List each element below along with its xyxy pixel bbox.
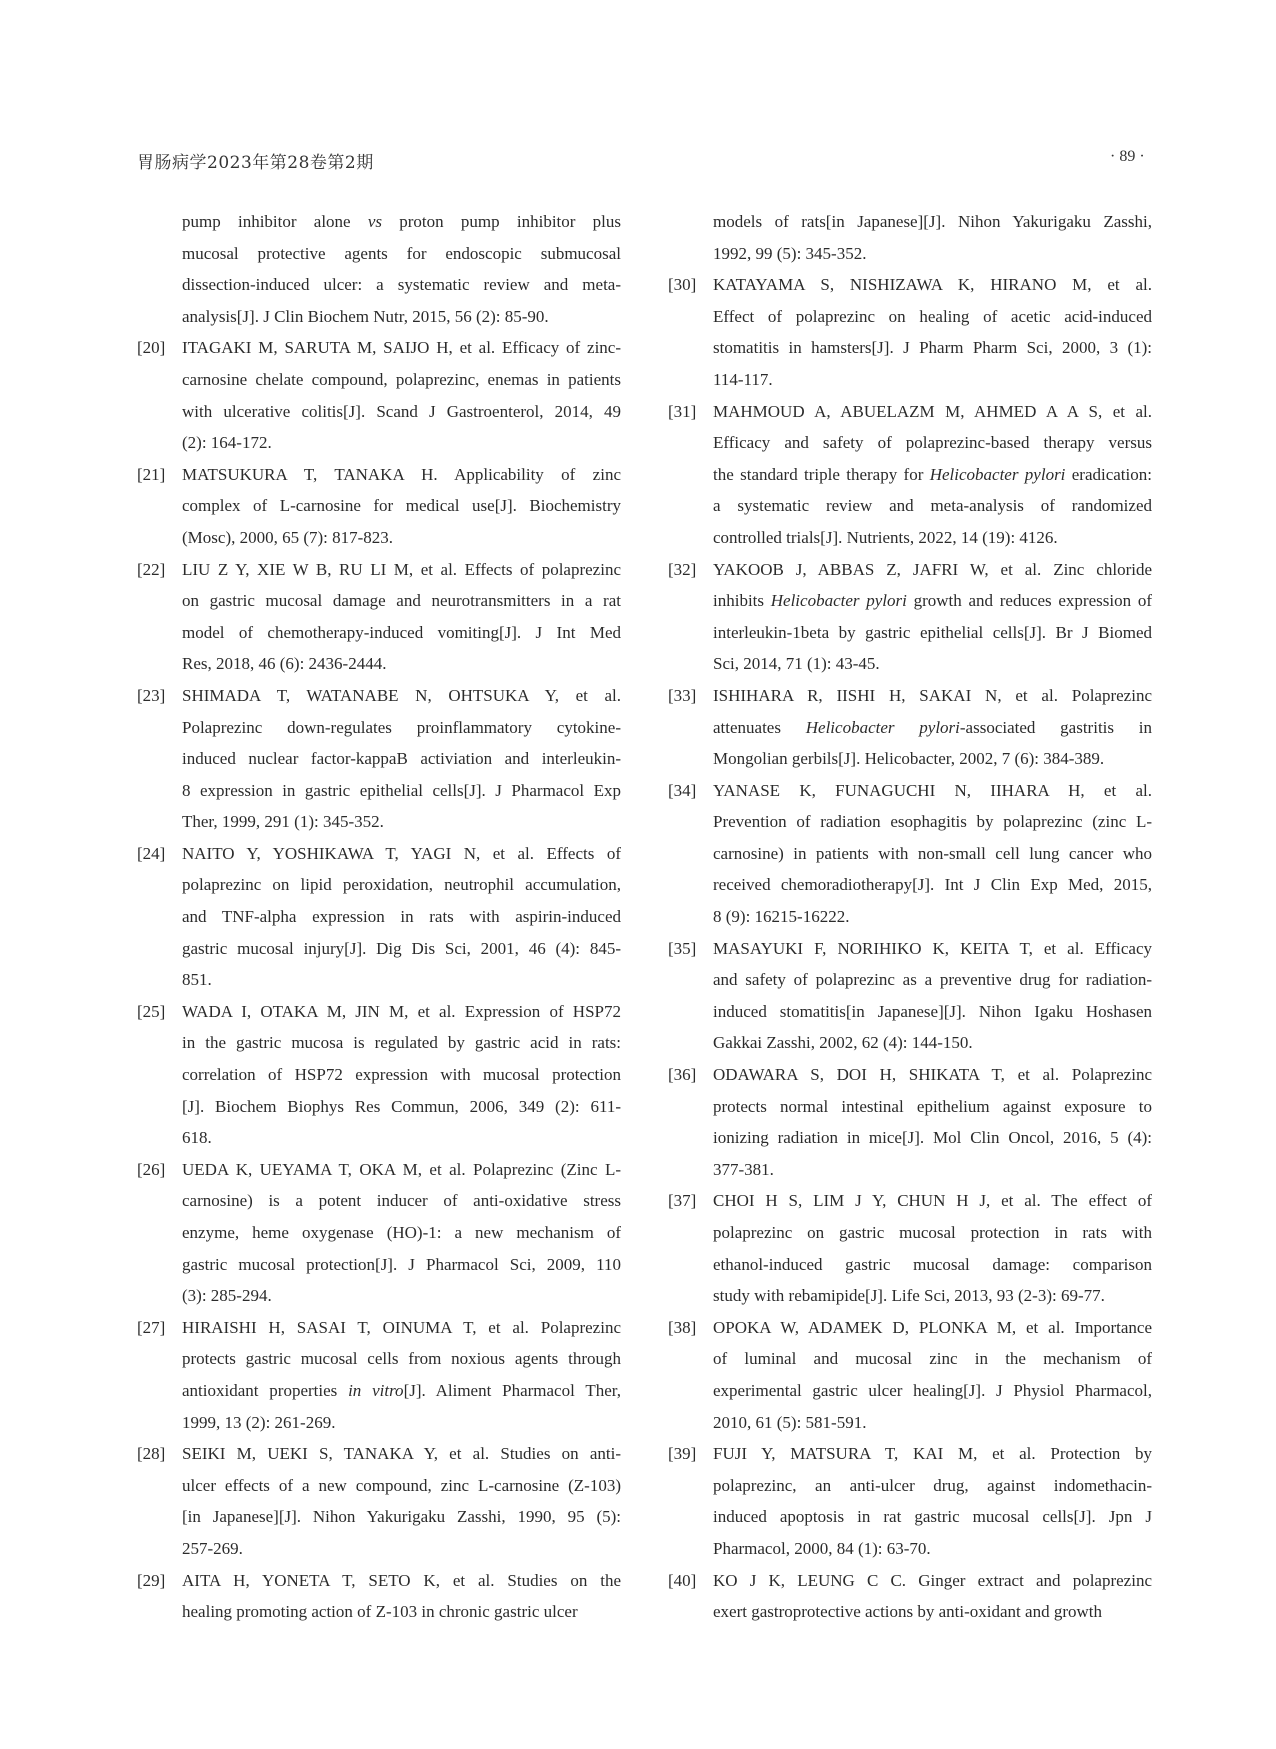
reference-line: UEDA K, UEYAMA T, OKA M, et al. Polaprezinc (Zinc L- xyxy=(182,1159,621,1179)
reference-entry xyxy=(668,1438,1152,1564)
reference-line: complex of L-carnosine for medical use[J]. Biochemistry xyxy=(182,496,621,516)
reference-line: protects gastric mucosal cells from noxious agents through xyxy=(182,1349,621,1369)
reference-line: controlled trials[J]. Nutrients, 2022, 14 (19): 4126. xyxy=(713,527,1058,547)
reference-line: received chemoradiotherapy[J]. Int J Clin Exp Med, 2015, xyxy=(713,875,1152,895)
reference-line: protects normal intestinal epithelium against exposure to xyxy=(713,1096,1152,1116)
reference-text xyxy=(182,459,621,554)
reference-line: and TNF-alpha expression in rats with aspirin-induced xyxy=(182,907,621,927)
reference-entry xyxy=(668,1312,1152,1438)
reference-line: YAKOOB J, ABBAS Z, JAFRI W, et al. Zinc chloride xyxy=(713,559,1152,579)
reference-number: [36] xyxy=(668,1065,697,1085)
reference-number: [34] xyxy=(668,780,697,800)
reference-line: (Mosc), 2000, 65 (7): 817-823. xyxy=(182,527,394,547)
reference-entry xyxy=(137,838,621,996)
reference-line: correlation of HSP72 expression with mucosal protection xyxy=(182,1065,621,1085)
reference-entry xyxy=(668,206,1152,269)
reference-line: [J]. Biochem Biophys Res Commun, 2006, 349 (2): 611- xyxy=(182,1096,621,1116)
reference-entry xyxy=(137,996,621,1154)
reference-line: attenuates Helicobacter pylori-associated gastritis in xyxy=(713,717,1152,737)
reference-line: inhibits Helicobacter pylori growth and reduces expression of xyxy=(713,591,1152,611)
reference-line: KO J K, LEUNG C C. Ginger extract and polaprezinc xyxy=(713,1570,1152,1590)
reference-line: AITA H, YONETA T, SETO K, et al. Studies on the xyxy=(182,1570,621,1590)
reference-text xyxy=(713,1565,1152,1628)
reference-line: 257-269. xyxy=(182,1538,243,1558)
reference-number: [25] xyxy=(137,1001,166,1021)
reference-number: [24] xyxy=(137,843,166,863)
reference-number: [20] xyxy=(137,338,166,358)
reference-line: 618. xyxy=(182,1128,212,1148)
reference-line: polaprezinc on lipid peroxidation, neutrophil accumulation, xyxy=(182,875,621,895)
reference-text xyxy=(182,332,621,458)
reference-line: 1999, 13 (2): 261-269. xyxy=(182,1412,336,1432)
reference-line: on gastric mucosal damage and neurotransmitters in a rat xyxy=(182,591,621,611)
reference-line: ITAGAKI M, SARUTA M, SAIJO H, et al. Efficacy of zinc- xyxy=(182,338,621,358)
reference-line: [in Japanese][J]. Nihon Yakurigaku Zasshi, 1990, 95 (5): xyxy=(182,1507,621,1527)
reference-entry xyxy=(137,206,621,332)
reference-line: induced stomatitis[in Japanese][J]. Nihon Igaku Hoshasen xyxy=(713,1001,1152,1021)
reference-line: 1992, 99 (5): 345-352. xyxy=(713,243,867,263)
reference-number: [31] xyxy=(668,401,697,421)
reference-line: 851. xyxy=(182,970,212,990)
reference-line: ISHIHARA R, IISHI H, SAKAI N, et al. Polaprezinc xyxy=(713,685,1152,705)
reference-entry xyxy=(137,1154,621,1312)
reference-entry xyxy=(137,554,621,680)
reference-line: (2): 164-172. xyxy=(182,433,272,453)
reference-line: Sci, 2014, 71 (1): 43-45. xyxy=(713,654,880,674)
reference-entry xyxy=(668,1565,1152,1628)
reference-line: carnosine) is a potent inducer of anti-oxidative stress xyxy=(182,1191,621,1211)
reference-line: dissection-induced ulcer: a systematic review and meta- xyxy=(182,275,621,295)
reference-entry xyxy=(137,332,621,458)
reference-entry xyxy=(137,1312,621,1438)
reference-line: a systematic review and meta-analysis of randomized xyxy=(713,496,1152,516)
reference-text xyxy=(182,838,621,996)
reference-line: 2010, 61 (5): 581-591. xyxy=(713,1412,867,1432)
reference-text xyxy=(713,206,1152,269)
reference-line: models of rats[in Japanese][J]. Nihon Yakurigaku Zasshi, xyxy=(713,212,1152,231)
reference-line: (3): 285-294. xyxy=(182,1286,272,1306)
reference-text xyxy=(713,680,1152,775)
reference-number: [23] xyxy=(137,685,166,705)
reference-line: Pharmacol, 2000, 84 (1): 63-70. xyxy=(713,1538,931,1558)
reference-line: in the gastric mucosa is regulated by gastric acid in rats: xyxy=(182,1033,621,1053)
reference-text xyxy=(713,775,1152,933)
reference-line: 114-117. xyxy=(713,369,773,389)
reference-text xyxy=(713,933,1152,1059)
journal-header: 胃肠病学2023年第28卷第2期 xyxy=(137,153,374,173)
reference-line: stomatitis in hamsters[J]. J Pharm Pharm Sci, 2000, 3 (1): xyxy=(713,338,1152,358)
reference-entry xyxy=(668,396,1152,554)
reference-number: [21] xyxy=(137,464,166,484)
reference-text xyxy=(713,1312,1152,1438)
reference-line: exert gastroprotective actions by anti-oxidant and growth xyxy=(713,1602,1102,1622)
reference-line: with ulcerative colitis[J]. Scand J Gastroenterol, 2014, 49 xyxy=(182,401,621,421)
reference-line: Gakkai Zasshi, 2002, 62 (4): 144-150. xyxy=(713,1033,973,1053)
reference-line: FUJI Y, MATSURA T, KAI M, et al. Protection by xyxy=(713,1444,1152,1464)
reference-entry xyxy=(668,680,1152,775)
reference-number: [22] xyxy=(137,559,166,579)
reference-line: Effect of polaprezinc on healing of acetic acid-induced xyxy=(713,306,1152,326)
reference-line: and safety of polaprezinc as a preventive drug for radiation- xyxy=(713,970,1152,990)
reference-text xyxy=(182,1312,621,1438)
references-left-column xyxy=(137,206,621,1628)
reference-number xyxy=(137,206,182,332)
reference-line: ethanol-induced gastric mucosal damage: comparison xyxy=(713,1254,1152,1274)
reference-number: [39] xyxy=(668,1444,697,1464)
reference-line: ulcer effects of a new compound, zinc L-carnosine (Z-103) xyxy=(182,1475,621,1495)
reference-line: YANASE K, FUNAGUCHI N, IIHARA H, et al. xyxy=(713,780,1152,800)
reference-line: 377-381. xyxy=(713,1159,774,1179)
reference-line: analysis[J]. J Clin Biochem Nutr, 2015, 56 (2): 85-90. xyxy=(182,306,549,326)
reference-line: Ther, 1999, 291 (1): 345-352. xyxy=(182,812,384,832)
reference-text xyxy=(713,269,1152,395)
reference-entry xyxy=(137,1565,621,1628)
reference-text xyxy=(713,554,1152,680)
reference-number xyxy=(668,206,713,269)
reference-line: CHOI H S, LIM J Y, CHUN H J, et al. The effect of xyxy=(713,1191,1152,1211)
reference-line: polaprezinc on gastric mucosal protection in rats with xyxy=(713,1223,1152,1242)
reference-entry xyxy=(668,933,1152,1059)
reference-line: Mongolian gerbils[J]. Helicobacter, 2002, 7 (6): 384-389. xyxy=(713,749,1105,769)
reference-entry xyxy=(668,1185,1152,1311)
reference-number: [40] xyxy=(668,1570,697,1590)
reference-line: 8 expression in gastric epithelial cells[J]. J Pharmacol Exp xyxy=(182,780,621,800)
reference-text xyxy=(713,1059,1152,1185)
reference-line: enzyme, heme oxygenase (HO)-1: a new mechanism of xyxy=(182,1223,621,1242)
reference-line: polaprezinc, an anti-ulcer drug, against indomethacin- xyxy=(713,1475,1152,1495)
reference-entry xyxy=(137,459,621,554)
reference-text xyxy=(713,1185,1152,1311)
reference-entry xyxy=(668,775,1152,933)
reference-line: carnosine chelate compound, polaprezinc, enemas in patients xyxy=(182,369,621,389)
reference-line: NAITO Y, YOSHIKAWA T, YAGI N, et al. Effects of xyxy=(182,843,621,863)
reference-line: induced apoptosis in rat gastric mucosal cells[J]. Jpn J xyxy=(713,1507,1152,1527)
reference-number: [28] xyxy=(137,1444,166,1464)
reference-text xyxy=(713,396,1152,554)
reference-text xyxy=(182,1154,621,1312)
reference-line: induced nuclear factor-kappaB activiation and interleukin- xyxy=(182,749,621,769)
reference-line: model of chemotherapy-induced vomiting[J]. J Int Med xyxy=(182,622,621,642)
page-number: · 89 · xyxy=(1110,148,1145,165)
reference-line: Polaprezinc down-regulates proinflammatory cytokine- xyxy=(182,717,621,737)
reference-entry xyxy=(668,1059,1152,1185)
reference-line: interleukin-1beta by gastric epithelial cells[J]. Br J Biomed xyxy=(713,622,1152,642)
reference-line: experimental gastric ulcer healing[J]. J Physiol Pharmacol, xyxy=(713,1380,1152,1400)
reference-line: pump inhibitor alone vs proton pump inhibitor plus xyxy=(182,212,621,231)
reference-line: WADA I, OTAKA M, JIN M, et al. Expression of HSP72 xyxy=(182,1001,621,1021)
reference-number: [32] xyxy=(668,559,697,579)
reference-number: [26] xyxy=(137,1159,166,1179)
reference-text xyxy=(182,206,621,332)
reference-line: carnosine) in patients with non-small cell lung cancer who xyxy=(713,843,1152,863)
reference-entry xyxy=(137,680,621,838)
reference-number: [35] xyxy=(668,938,697,958)
reference-line: Prevention of radiation esophagitis by polaprezinc (zinc L- xyxy=(713,812,1152,832)
reference-line: of luminal and mucosal zinc in the mechanism of xyxy=(713,1349,1152,1369)
reference-entry xyxy=(668,269,1152,395)
reference-line: SHIMADA T, WATANABE N, OHTSUKA Y, et al. xyxy=(182,685,621,705)
reference-line: Res, 2018, 46 (6): 2436-2444. xyxy=(182,654,387,674)
reference-line: ODAWARA S, DOI H, SHIKATA T, et al. Polaprezinc xyxy=(713,1065,1152,1085)
reference-entry xyxy=(137,1438,621,1564)
reference-text xyxy=(713,1438,1152,1564)
reference-line: HIRAISHI H, SASAI T, OINUMA T, et al. Polaprezinc xyxy=(182,1317,621,1337)
reference-text xyxy=(182,996,621,1154)
reference-line: 8 (9): 16215-16222. xyxy=(713,907,850,927)
reference-text xyxy=(182,680,621,838)
reference-line: Efficacy and safety of polaprezinc-based therapy versus xyxy=(713,433,1152,453)
reference-line: LIU Z Y, XIE W B, RU LI M, et al. Effects of polaprezinc xyxy=(182,559,621,579)
reference-line: SEIKI M, UEKI S, TANAKA Y, et al. Studies on anti- xyxy=(182,1444,621,1464)
reference-line: KATAYAMA S, NISHIZAWA K, HIRANO M, et al. xyxy=(713,275,1152,295)
reference-number: [29] xyxy=(137,1570,166,1590)
reference-line: gastric mucosal protection[J]. J Pharmacol Sci, 2009, 110 xyxy=(182,1254,621,1274)
reference-line: healing promoting action of Z-103 in chronic gastric ulcer xyxy=(182,1602,578,1622)
reference-number: [27] xyxy=(137,1317,166,1337)
reference-line: study with rebamipide[J]. Life Sci, 2013, 93 (2-3): 69-77. xyxy=(713,1286,1105,1306)
references-right-column xyxy=(668,206,1152,1628)
reference-entry xyxy=(668,554,1152,680)
reference-number: [33] xyxy=(668,685,697,705)
reference-number: [38] xyxy=(668,1317,697,1337)
reference-number: [30] xyxy=(668,275,697,295)
reference-text xyxy=(182,1438,621,1564)
reference-number: [37] xyxy=(668,1191,697,1211)
reference-line: OPOKA W, ADAMEK D, PLONKA M, et al. Importance xyxy=(713,1317,1152,1337)
reference-text xyxy=(182,1565,621,1628)
reference-line: the standard triple therapy for Helicobacter pylori eradication: xyxy=(713,464,1152,484)
reference-line: antioxidant properties in vitro[J]. Aliment Pharmacol Ther, xyxy=(182,1380,621,1400)
reference-line: ionizing radiation in mice[J]. Mol Clin Oncol, 2016, 5 (4): xyxy=(713,1128,1152,1148)
reference-line: MATSUKURA T, TANAKA H. Applicability of zinc xyxy=(182,464,621,484)
reference-line: MAHMOUD A, ABUELAZM M, AHMED A A S, et al. xyxy=(713,401,1152,421)
reference-line: gastric mucosal injury[J]. Dig Dis Sci, 2001, 46 (4): 845- xyxy=(182,938,621,958)
reference-line: MASAYUKI F, NORIHIKO K, KEITA T, et al. Efficacy xyxy=(713,938,1152,958)
reference-text xyxy=(182,554,621,680)
reference-line: mucosal protective agents for endoscopic submucosal xyxy=(182,243,621,263)
